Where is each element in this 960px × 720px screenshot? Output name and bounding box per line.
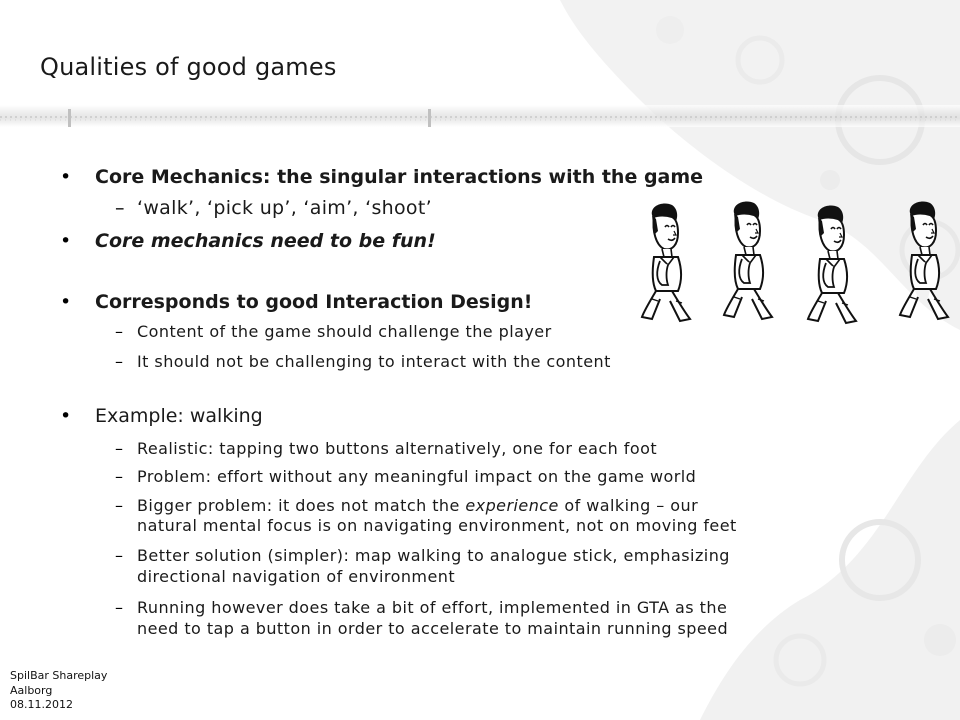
sub-item-problem: Problem: effort without any meaningful impact on the game world — [137, 467, 697, 486]
footer-event: SpilBar Shareplay — [10, 669, 108, 682]
sub-item-challenge: Content of the game should challenge the player — [137, 322, 552, 341]
footer — [10, 669, 107, 713]
page-title: Qualities of good games — [40, 53, 337, 81]
sub-item-better-solution-cont: directional navigation of environment — [137, 567, 456, 586]
walking-man-sequence-icon — [638, 195, 960, 325]
bullet-glyph: • — [60, 291, 72, 313]
dash-glyph: – — [115, 439, 123, 458]
bullet-interaction-design: Corresponds to good Interaction Design! — [95, 291, 533, 313]
bullet-glyph: • — [60, 405, 72, 427]
bullet-need-fun: Core mechanics need to be fun! — [95, 230, 436, 252]
footer-location: Aalborg — [10, 683, 53, 697]
bullet-core-mechanics: Core Mechanics: the singular interactions with the game — [95, 166, 704, 188]
sub-item-bigger-problem — [137, 496, 698, 515]
sub-item-running-cont: need to tap a button in order to accelerate to maintain running speed — [137, 619, 729, 638]
text-emphasis: experience — [465, 496, 559, 515]
dash-glyph: – — [115, 352, 123, 371]
sub-item-better-solution: Better solution (simpler): map walking to analogue stick, emphasizing — [137, 546, 730, 565]
sub-item-running: Running however does take a bit of effort, implemented in GTA as the — [137, 598, 728, 617]
bullet-glyph: • — [60, 230, 72, 252]
bullet-glyph: • — [60, 166, 72, 188]
sub-item-actions: ‘walk’, ‘pick up’, ‘aim’, ‘shoot’ — [137, 197, 432, 219]
bullet-example-walking: Example: walking — [95, 405, 263, 427]
dash-glyph: – — [115, 546, 123, 565]
dash-glyph: – — [115, 322, 123, 341]
text-segment: Bigger problem: it does not match the — [137, 496, 466, 515]
dash-glyph: – — [115, 598, 123, 617]
dash-glyph: – — [115, 496, 123, 515]
sub-item-not-challenging: It should not be challenging to interact with the content — [137, 352, 611, 371]
footer-date: 08.11.2012 — [10, 698, 73, 711]
dash-glyph: – — [115, 197, 125, 219]
sub-item-bigger-problem-cont: natural mental focus is on navigating environment, not on moving feet — [137, 516, 737, 535]
sub-item-realistic: Realistic: tapping two buttons alternatively, one for each foot — [137, 439, 658, 458]
text-segment: of walking – our — [558, 496, 699, 515]
dash-glyph: – — [115, 467, 123, 486]
